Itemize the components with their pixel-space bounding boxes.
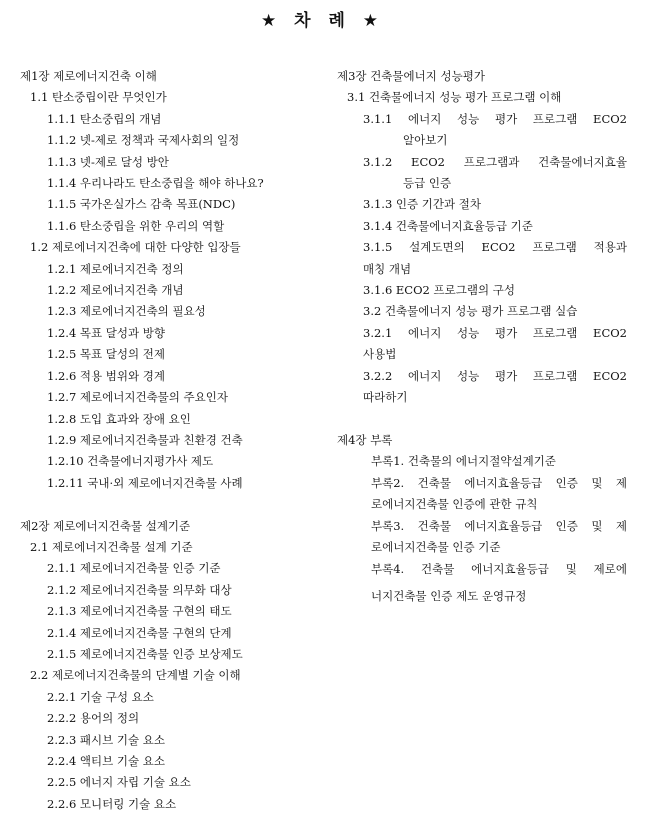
toc-item[interactable]: 1.2.8 도입 효과와 장애 요인 [47, 411, 191, 426]
toc-chapter-3[interactable]: 제3장 건축물에너지 성능평가 [337, 69, 485, 83]
toc-item-line: 부록3. 건축물 에너지효율등급 인증 및 제 [371, 518, 627, 533]
toc-appendix-2[interactable] [337, 473, 627, 516]
toc-section-1-1[interactable]: 1.1 탄소중립이란 무엇인가 [30, 90, 167, 105]
toc-item[interactable]: 1.1.6 탄소중립을 위한 우리의 역할 [47, 218, 225, 233]
toc-item-3-1-5[interactable] [337, 237, 627, 280]
toc-item[interactable]: 1.2.11 국내·외 제로에너지건축물 사례 [47, 475, 243, 490]
toc-item[interactable]: 2.1.5 제로에너지건축물 인증 보상제도 [47, 646, 243, 661]
toc-item-line: 너지건축물 인증 제도 운영규정 [371, 589, 527, 604]
toc-appendix-3[interactable] [337, 516, 627, 559]
toc-item[interactable]: 1.1.5 국가온실가스 감축 목표(NDC) [47, 197, 236, 212]
toc-item-line: 부록4. 건축물 에너지효율등급 및 제로에 [371, 562, 627, 577]
toc-section-1-2[interactable]: 1.2 제로에너지건축에 대한 다양한 입장들 [30, 240, 241, 255]
toc-left-column [20, 66, 320, 815]
toc-item[interactable]: 1.2.1 제로에너지건축 정의 [47, 261, 184, 276]
toc-item[interactable]: 1.1.1 탄소중립의 개념 [47, 111, 162, 126]
toc-item-3-1-1[interactable] [337, 109, 627, 152]
toc-item-line: 사용법 [363, 347, 397, 362]
toc-item[interactable]: 1.2.7 제로에너지건축물의 주요인자 [47, 390, 228, 405]
toc-item-line: 로에너지건축물 인증에 관한 규칙 [371, 497, 538, 512]
toc-item[interactable]: 1.2.2 제로에너지건축 개념 [47, 283, 184, 298]
toc-appendix-1[interactable]: 부록1. 건축물의 에너지절약설계기준 [371, 454, 556, 469]
toc-item[interactable]: 1.1.3 넷-제로 달성 방안 [47, 154, 169, 169]
toc-item-3-1-2[interactable] [337, 152, 627, 195]
toc-item-3-1-3[interactable]: 3.1.3 인증 기간과 절차 [363, 197, 481, 212]
spacer [20, 494, 320, 515]
toc-item-line: 3.1.1 에너지 성능 평가 프로그램 ECO2 [363, 111, 627, 126]
toc-item[interactable]: 1.2.5 목표 달성의 전제 [47, 347, 165, 362]
toc-item[interactable]: 2.2.3 패시브 기술 요소 [47, 732, 165, 747]
toc-item[interactable]: 1.2.4 목표 달성과 방향 [47, 325, 165, 340]
toc-item[interactable]: 1.2.10 건축물에너지평가사 제도 [47, 454, 214, 469]
toc-section-2-1[interactable]: 2.1 제로에너지건축물 설계 기준 [30, 539, 193, 554]
toc-item-3-1-6[interactable]: 3.1.6 ECO2 프로그램의 구성 [363, 283, 515, 298]
toc-item-3-1-4[interactable]: 3.1.4 건축물에너지효율등급 기준 [363, 218, 533, 233]
toc-section-2-2[interactable]: 2.2 제로에너지건축물의 단계별 기술 이해 [30, 668, 241, 683]
toc-appendix-4[interactable] [337, 558, 627, 608]
toc-item-line: 3.2.2 에너지 성능 평가 프로그램 ECO2 [363, 368, 627, 383]
toc-item[interactable]: 1.1.2 넷-제로 정책과 국제사회의 일정 [47, 133, 240, 148]
toc-right-column [337, 66, 627, 608]
toc-item[interactable]: 2.1.3 제로에너지건축물 구현의 태도 [47, 604, 232, 619]
toc-item[interactable]: 2.2.1 기술 구성 요소 [47, 689, 154, 704]
toc-item[interactable]: 2.1.1 제로에너지건축물 인증 기준 [47, 561, 221, 576]
toc-item[interactable]: 1.2.6 적용 범위와 경계 [47, 368, 165, 383]
toc-item-line: 3.1.2 ECO2 프로그램과 건축물에너지효율 [363, 154, 627, 169]
toc-item[interactable]: 2.1.4 제로에너지건축물 구현의 단계 [47, 625, 232, 640]
toc-item[interactable]: 1.2.9 제로에너지건축물과 친환경 건축 [47, 432, 243, 447]
toc-section-3-2[interactable]: 3.2 건축물에너지 성능 평가 프로그램 실습 [363, 304, 578, 319]
toc-item-3-2-2[interactable] [337, 366, 627, 409]
toc-item-line: 3.2.1 에너지 성능 평가 프로그램 ECO2 [363, 325, 627, 340]
toc-chapter-2[interactable]: 제2장 제로에너지건축물 설계기준 [20, 518, 191, 533]
toc-item[interactable]: 1.1.4 우리나라도 탄소중립을 해야 하나요? [47, 176, 264, 191]
toc-section-3-1[interactable]: 3.1 건축물에너지 성능 평가 프로그램 이해 [347, 90, 562, 105]
toc-item-line: 매칭 개념 [363, 261, 412, 276]
toc-chapter-4[interactable]: 제4장 부록 [337, 432, 393, 447]
toc-item-line: 등급 인증 [403, 176, 452, 191]
toc-item-line: 3.1.5 설계도면의 ECO2 프로그램 적용과 [363, 240, 627, 255]
toc-item[interactable]: 2.2.4 액티브 기술 요소 [47, 753, 165, 768]
toc-item[interactable]: 1.2.3 제로에너지건축의 필요성 [47, 304, 206, 319]
toc-item[interactable]: 2.2.5 에너지 자립 기술 요소 [47, 775, 191, 790]
toc-chapter-1[interactable]: 제1장 제로에너지건축 이해 [20, 69, 157, 83]
toc-item-3-2-1[interactable] [337, 323, 627, 366]
toc-item-line: 부록2. 건축물 에너지효율등급 인증 및 제 [371, 475, 627, 490]
toc-item-line: 알아보기 [403, 133, 448, 148]
toc-item-line: 따라하기 [363, 390, 408, 405]
toc-item[interactable]: 2.1.2 제로에너지건축물 의무화 대상 [47, 582, 232, 597]
toc-item[interactable]: 2.2.2 용어의 정의 [47, 711, 140, 726]
toc-title: ★ 차 례 ★ [260, 11, 385, 31]
spacer [337, 409, 627, 430]
toc-item[interactable]: 2.2.6 모니터링 기술 요소 [47, 796, 177, 811]
toc-item-line: 로에너지건축물 인증 기준 [371, 539, 501, 554]
